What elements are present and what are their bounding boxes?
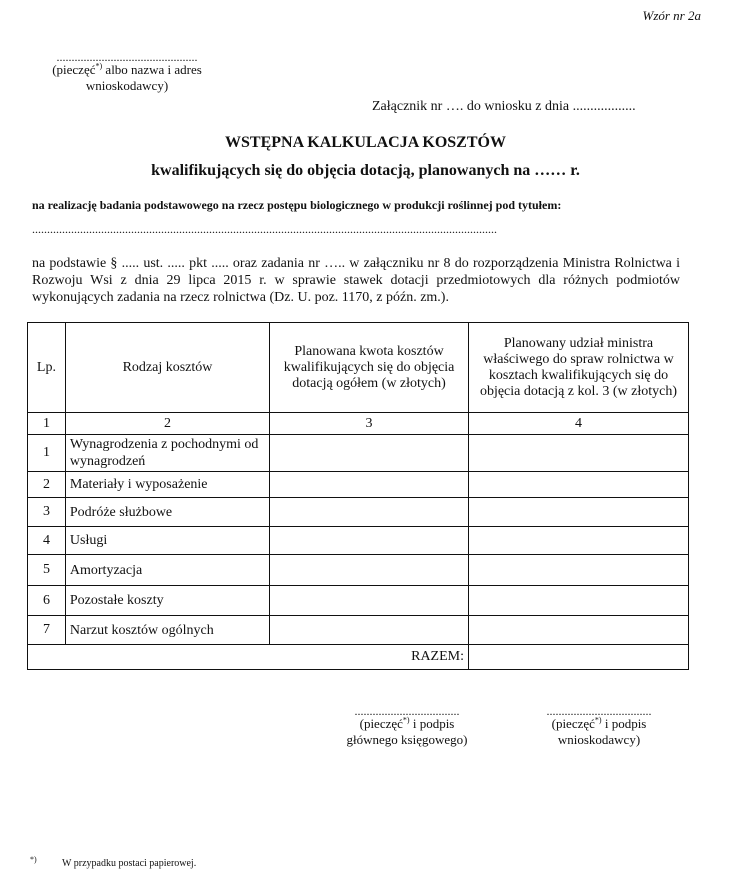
- applicant-signature-block: [525, 706, 673, 748]
- document-title: WSTĘPNA KALKULACJA KOSZTÓW: [225, 134, 506, 151]
- table-row: [28, 555, 689, 586]
- header-lp: Lp.: [28, 323, 66, 413]
- header-ministry-share: Planowany udział ministra właściwego do spraw rolnictwa w kosztach kwalifikujących się do objęcia dotacją z kol. 3 (w złotych): [469, 323, 689, 413]
- table-row: [28, 586, 689, 616]
- legal-basis-paragraph: na podstawie § ..... ust. ..... pkt ..... oraz zadania nr ….. w załączniku nr 8 do rozporządzenia Ministra Rolnictwa i Rozwoju Wsi z dnia 29 lipca 2015 r. w sprawie stawek dotacji przedmiotowych dla różnych podmiotów wykonujących zadania na rzecz rolnictwa (Dz. U. poz. 1170, z późn. zm.).: [32, 256, 680, 305]
- table-row: [28, 435, 689, 472]
- attachment-line: Załącznik nr …. do wniosku z dnia ..................: [372, 99, 636, 114]
- row-cost-kind: Usługi: [65, 527, 269, 555]
- stamp-caption-line2: wnioskodawcy): [85, 78, 169, 93]
- footnote-marker: *): [402, 715, 410, 725]
- row-lp: 6: [28, 586, 66, 616]
- subject-title-dots: ...........................................................................................................................................................: [32, 222, 497, 236]
- row-cost-kind: Wynagrodzenia z pochodnymi od wynagrodzeń: [65, 435, 269, 472]
- table-row: [28, 472, 689, 498]
- row-lp: 1: [28, 435, 66, 472]
- row-lp: 3: [28, 498, 66, 527]
- footnote-mark: *): [30, 855, 37, 864]
- signature-caption-line2: wnioskodawcy): [557, 732, 641, 747]
- row-lp: 2: [28, 472, 66, 498]
- form-pattern-label: Wzór nr 2a: [642, 8, 701, 23]
- planned-amount-cell[interactable]: [270, 435, 469, 472]
- footnote-marker: *): [95, 61, 103, 71]
- row-cost-kind: Narzut kosztów ogólnych: [65, 616, 269, 645]
- ministry-share-cell[interactable]: [469, 435, 689, 472]
- ministry-share-cell[interactable]: [469, 498, 689, 527]
- cost-calculation-table: [27, 322, 689, 670]
- ministry-share-cell[interactable]: [469, 586, 689, 616]
- signature-caption-line2: głównego księgowego): [346, 732, 468, 747]
- footnote-marker: *): [594, 715, 602, 725]
- footnote-text: W przypadku postaci papierowej.: [62, 858, 197, 869]
- total-label: RAZEM:: [28, 645, 469, 670]
- accountant-signature-block: [332, 706, 482, 748]
- applicant-stamp-block: [32, 52, 222, 94]
- table-header-row: [28, 323, 689, 413]
- planned-amount-cell[interactable]: [270, 472, 469, 498]
- signature-dots: ...................................: [546, 704, 652, 718]
- ministry-share-cell[interactable]: [469, 555, 689, 586]
- column-numbers-row: [28, 413, 689, 435]
- planned-amount-cell[interactable]: [270, 527, 469, 555]
- header-planned-amount: Planowana kwota kosztów kwalifikujących się do objęcia dotacją ogółem (w złotych): [270, 323, 469, 413]
- stamp-dots: ...............................................: [56, 50, 198, 64]
- row-lp: 7: [28, 616, 66, 645]
- ministry-share-cell[interactable]: [469, 472, 689, 498]
- planned-amount-cell[interactable]: [270, 586, 469, 616]
- subject-line: na realizację badania podstawowego na rzecz postępu biologicznego w produkcji roślinnej pod tytułem:: [32, 198, 562, 212]
- column-number: 1: [28, 413, 66, 435]
- total-row: [28, 645, 689, 670]
- row-cost-kind: Pozostałe koszty: [65, 586, 269, 616]
- header-cost-kind: Rodzaj kosztów: [65, 323, 269, 413]
- row-cost-kind: Podróże służbowe: [65, 498, 269, 527]
- signature-caption-line1: (pieczęć*) i podpis: [359, 715, 455, 731]
- ministry-share-cell[interactable]: [469, 616, 689, 645]
- planned-amount-cell[interactable]: [270, 616, 469, 645]
- column-number: 3: [270, 413, 469, 435]
- table-row: [28, 527, 689, 555]
- planned-amount-cell[interactable]: [270, 555, 469, 586]
- column-number: 4: [469, 413, 689, 435]
- ministry-share-cell[interactable]: [469, 527, 689, 555]
- total-amount-cell[interactable]: [469, 645, 689, 670]
- table-row: [28, 616, 689, 645]
- table-row: [28, 498, 689, 527]
- row-lp: 5: [28, 555, 66, 586]
- column-number: 2: [65, 413, 269, 435]
- document-subtitle: kwalifikujących się do objęcia dotacją, planowanych na …… r.: [151, 162, 580, 179]
- row-cost-kind: Amortyzacja: [65, 555, 269, 586]
- planned-amount-cell[interactable]: [270, 498, 469, 527]
- stamp-caption-line1: (pieczęć*) albo nazwa i adres: [52, 61, 202, 77]
- row-cost-kind: Materiały i wyposażenie: [65, 472, 269, 498]
- signature-caption-line1: (pieczęć*) i podpis: [551, 715, 647, 731]
- row-lp: 4: [28, 527, 66, 555]
- signature-dots: ...................................: [354, 704, 460, 718]
